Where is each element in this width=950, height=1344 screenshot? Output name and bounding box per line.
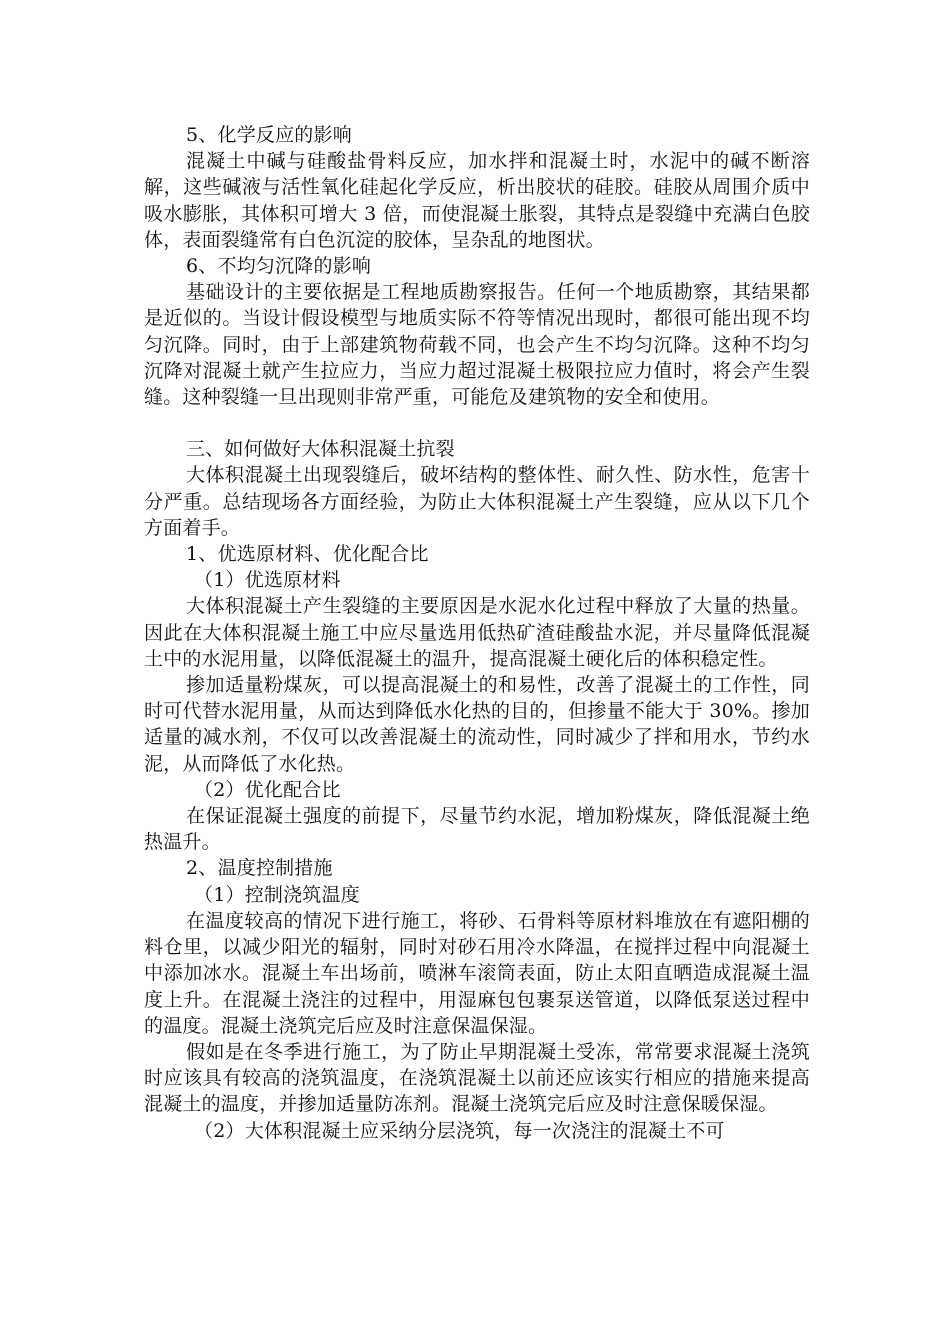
section-heading-crack-prevention: 三、如何做好大体积混凝土抗裂	[186, 438, 455, 461]
paragraph-high-temperature: 在温度较高的情况下进行施工，将砂、石骨料等原材料堆放在有遮阳棚的料仓里，以减少阳光的辐射，同时对砂石用冷水降温，在搅拌过程中向混凝土中添加冰水。混凝土车出场前，喷淋车滚筒表面，防止太阳直晒造成混凝土温度上升。在混凝土浇注的过程中，用湿麻包包裹泵送管道，以降低泵送过程中的温度。混凝土浇筑完后应及时注意保温保湿。	[144, 909, 810, 1037]
heading-uneven-settlement: 6、不均匀沉降的影响	[186, 255, 372, 278]
paragraph-winter: 假如是在冬季进行施工，为了防止早期混凝土受冻，常常要求混凝土浇筑时应该具有较高的浇筑温度，在浇筑混凝土以前还应该实行相应的措施来提高混凝土的温度，并掺加适量防冻剂。混凝土浇筑完后应及时注意保暖保湿。	[144, 1040, 810, 1116]
heading-chemical-reaction: 5、化学反应的影响	[186, 124, 352, 146]
heading-materials-mix: 1、优选原材料、优化配合比	[186, 543, 429, 566]
paragraph-settlement: 基础设计的主要依据是工程地质勘察报告。任何一个地质勘察，其结果都是近似的。当设计假设模型与地质实际不符等情况出现时，都很可能出现不均匀沉降。同时，由于上部建筑物荷载不同，也会产生不均匀沉降。这种不均匀沉降对混凝土就产生拉应力，当应力超过混凝土极限拉应力值时，将会产生裂缝。这种裂缝一旦出现则非常严重，可能危及建筑物的安全和使用。	[144, 281, 810, 409]
paragraph-mix-ratio: 在保证混凝土强度的前提下，尽量节约水泥，增加粉煤灰，降低混凝土绝热温升。	[144, 805, 810, 854]
paragraph-alkali-aggregate: 混凝土中碱与硅酸盐骨料反应，加水拌和混凝土时，水泥中的碱不断溶解，这些碱液与活性氧化硅起化学反应，析出胶状的硅胶。硅胶从周围介质中吸水膨胀，其体积可增大 3 倍，而使混凝土胀裂，其特点是裂缝中充满白色胶体，表面裂缝常有白色沉淀的胶体，呈杂乱的地图状。	[144, 150, 810, 251]
paragraph-crack-consequences: 大体积混凝土出现裂缝后，破坏结构的整体性、耐久性、防水性，危害十分严重。总结现场各方面经验，为防止大体积混凝土产生裂缝，应从以下几个方面着手。	[144, 464, 810, 539]
subheading-layered-pouring: （2）大体积混凝土应采纳分层浇筑，每一次浇注的混凝土不可	[194, 1119, 725, 1142]
paragraph-hydration-heat: 大体积混凝土产生裂缝的主要原因是水泥水化过程中释放了大量的热量。因此在大体积混凝土施工中应尽量选用低热矿渣硅酸盐水泥，并尽量降低混凝土中的水泥用量，以降低混凝土的温升，提高混凝土硬化后的体积稳定性。	[144, 595, 810, 670]
subheading-raw-materials: （1）优选原材料	[194, 569, 341, 592]
section-gap	[144, 410, 810, 436]
paragraph-fly-ash: 掺加适量粉煤灰，可以提高混凝土的和易性，改善了混凝土的工作性，同时可代替水泥用量，从而达到降低水化热的目的，但掺量不能大于 30%。掺加适量的减水剂，不仅可以改善混凝土的流动性，同时减少了拌和用水，节约水泥，从而降低了水化热。	[144, 674, 810, 775]
subheading-pouring-temperature: （1）控制浇筑温度	[194, 883, 360, 906]
document-page	[144, 122, 810, 1144]
heading-temperature-control: 2、温度控制措施	[186, 857, 333, 880]
subheading-mix-ratio: （2）优化配合比	[194, 778, 341, 801]
